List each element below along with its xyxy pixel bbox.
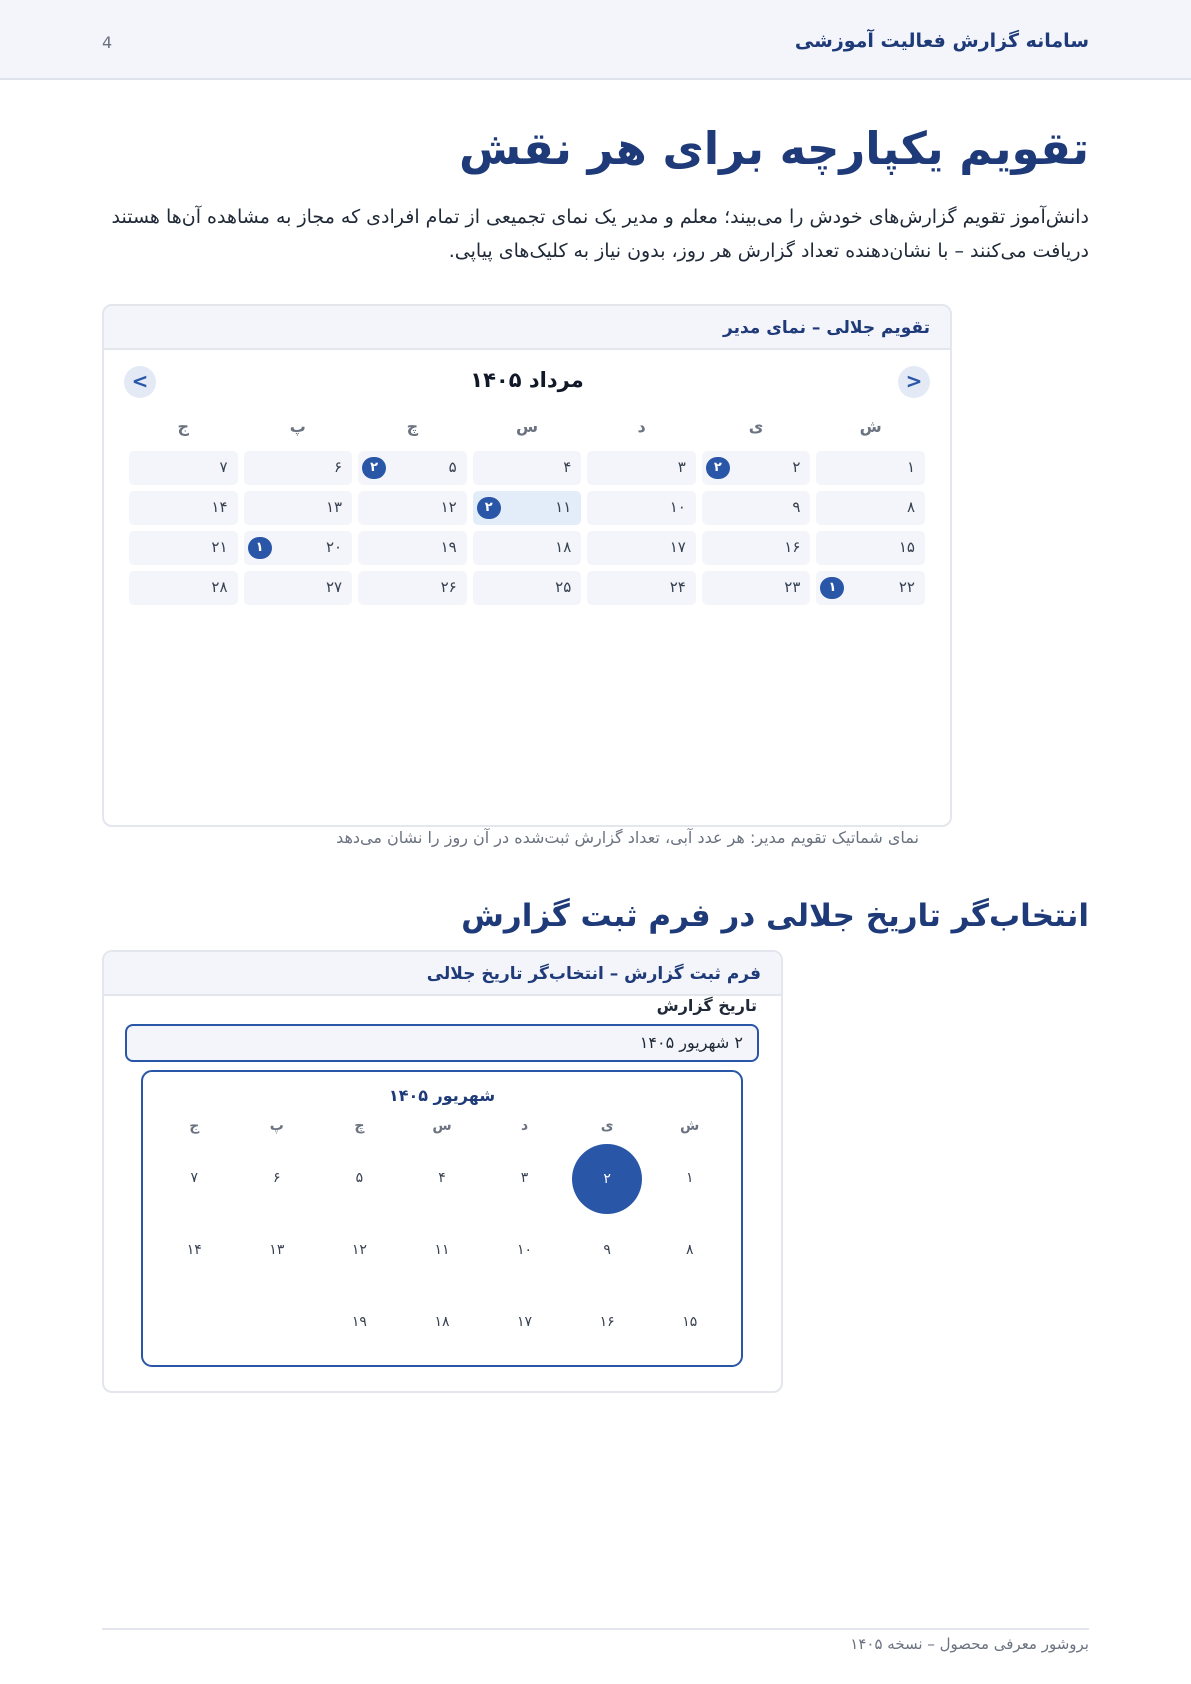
day-number: ۱۵ <box>898 538 915 556</box>
picker-day[interactable] <box>318 1214 401 1286</box>
day-number: ۳ <box>677 458 686 476</box>
calendar-day-cell[interactable] <box>587 491 696 525</box>
picker-week-row <box>153 1286 731 1358</box>
day-number: ۱۰ <box>669 498 686 516</box>
calendar-day-cell[interactable] <box>358 491 467 525</box>
prev-month-button[interactable]: > <box>898 366 930 398</box>
admin-calendar-card <box>102 304 952 827</box>
picker-day-number: ۱۵ <box>682 1314 698 1330</box>
day-number: ۵ <box>448 458 457 476</box>
picker-day-number: ۴ <box>438 1170 446 1186</box>
brand-title: سامانه گزارش فعالیت آموزشی <box>794 30 1089 52</box>
picker-day-number: ۲ <box>603 1170 611 1187</box>
picker-day-number: ۱۷ <box>517 1314 533 1330</box>
day-number: ۲۱ <box>211 538 228 556</box>
picker-day-number: ۱۳ <box>269 1242 285 1258</box>
page-title: تقویم یکپارچه برای هر نقش <box>459 122 1089 175</box>
picker-day-number: ۱۶ <box>599 1314 615 1330</box>
calendar-caption: نمای شماتیک تقویم مدیر: هر عدد آبی، تعداد گزارش ثبت‌شده در آن روز را نشان می‌دهد <box>336 828 919 847</box>
day-number: ۱ <box>906 458 915 476</box>
calendar-day-cell[interactable] <box>358 531 467 565</box>
calendar-day-cell[interactable] <box>473 491 582 525</box>
calendar-week-row <box>126 568 928 608</box>
calendar-day-cell[interactable] <box>244 451 353 485</box>
picker-day[interactable] <box>401 1286 484 1358</box>
picker-day[interactable] <box>401 1142 484 1214</box>
page-header <box>0 0 1191 80</box>
picker-day-number: ۹ <box>603 1242 611 1258</box>
day-number: ۲۵ <box>555 578 572 596</box>
picker-day-number: ۱۹ <box>351 1314 367 1330</box>
picker-weekday-label: ی <box>600 1118 614 1134</box>
calendar-card-title: تقویم جلالی – نمای مدیر <box>104 306 950 350</box>
report-form-card <box>102 950 783 1393</box>
day-number: ۲۷ <box>325 578 343 596</box>
calendar-day-cell[interactable] <box>702 571 811 605</box>
picker-day[interactable] <box>483 1286 566 1358</box>
calendar-week-row <box>126 448 928 488</box>
calendar-grid <box>104 448 950 608</box>
picker-weekday-label: ج <box>189 1118 200 1134</box>
picker-day <box>153 1286 236 1358</box>
weekday-label: ج <box>177 417 189 436</box>
picker-day[interactable] <box>153 1214 236 1286</box>
calendar-day-cell[interactable] <box>358 571 467 605</box>
day-number: ۱۱ <box>555 498 572 516</box>
picker-day <box>236 1286 319 1358</box>
picker-weekday-label: س <box>432 1118 452 1134</box>
calendar-day-cell[interactable] <box>587 451 696 485</box>
calendar-day-cell[interactable] <box>244 531 353 565</box>
calendar-nav <box>104 350 950 412</box>
picker-day-number: ۸ <box>685 1242 694 1258</box>
picker-day[interactable] <box>401 1214 484 1286</box>
day-number: ۲۲ <box>898 578 915 596</box>
picker-grid <box>153 1142 731 1358</box>
day-number: ۲۶ <box>440 578 457 596</box>
date-field-label: تاریخ گزارش <box>656 996 757 1015</box>
day-number: ۲۴ <box>669 578 686 596</box>
calendar-day-cell[interactable] <box>129 451 238 485</box>
date-input[interactable]: ۲ شهریور ۱۴۰۵ <box>125 1024 759 1062</box>
picker-day-number: ۱۴ <box>186 1242 202 1258</box>
picker-weekday-label: د <box>520 1118 529 1134</box>
weekday-label: ش <box>859 417 882 436</box>
picker-week-row <box>153 1214 731 1286</box>
calendar-day-cell[interactable] <box>358 451 467 485</box>
weekday-label: س <box>515 417 539 436</box>
picker-day[interactable] <box>153 1142 236 1214</box>
calendar-day-cell[interactable] <box>244 571 353 605</box>
picker-day-number: ۷ <box>190 1170 198 1186</box>
calendar-week-row <box>126 488 928 528</box>
day-number: ۱۹ <box>440 538 457 556</box>
picker-week-row <box>153 1142 731 1214</box>
footer-text: بروشور معرفی محصول – نسخه ۱۴۰۵ <box>850 1635 1089 1653</box>
calendar-day-cell[interactable] <box>587 571 696 605</box>
picker-day[interactable] <box>318 1142 401 1214</box>
picker-day-number: ۱۲ <box>351 1242 367 1258</box>
calendar-day-cell[interactable] <box>473 571 582 605</box>
picker-day[interactable] <box>236 1214 319 1286</box>
picker-weekday-label: چ <box>354 1118 365 1134</box>
day-number: ۹ <box>792 498 801 516</box>
day-number: ۱۳ <box>325 498 343 516</box>
day-number: ۲۸ <box>211 578 228 596</box>
picker-day[interactable] <box>318 1286 401 1358</box>
picker-day-number: ۶ <box>273 1170 281 1186</box>
calendar-month-title: مرداد ۱۴۰۵ <box>470 368 584 392</box>
weekday-label: چ <box>406 417 419 436</box>
picker-day[interactable] <box>566 1214 649 1286</box>
picker-day[interactable] <box>483 1142 566 1214</box>
picker-weekday-label: پ <box>269 1118 284 1134</box>
day-number: ۸ <box>906 498 915 516</box>
day-number: ۲۳ <box>784 578 801 596</box>
day-number: ۷ <box>219 458 228 476</box>
picker-day[interactable] <box>483 1214 566 1286</box>
calendar-day-cell[interactable] <box>129 571 238 605</box>
picker-month-title: شهریور ۱۴۰۵ <box>388 1086 496 1105</box>
picker-day[interactable] <box>648 1286 731 1358</box>
form-card-title: فرم ثبت گزارش – انتخاب‌گر تاریخ جلالی <box>104 952 781 996</box>
section-title: انتخاب‌گر تاریخ جلالی در فرم ثبت گزارش <box>461 898 1089 934</box>
picker-day[interactable] <box>566 1286 649 1358</box>
day-number: ۱۲ <box>440 498 457 516</box>
picker-weekday-label: ش <box>680 1118 700 1134</box>
calendar-day-cell[interactable] <box>473 531 582 565</box>
calendar-day-cell[interactable] <box>129 491 238 525</box>
picker-day[interactable] <box>236 1142 319 1214</box>
picker-day-number: ۳ <box>520 1170 529 1186</box>
calendar-week-row <box>126 528 928 568</box>
picker-day[interactable] <box>648 1142 731 1214</box>
picker-day-number: ۱۰ <box>517 1242 533 1258</box>
calendar-day-cell[interactable] <box>702 451 811 485</box>
report-count-badge: ۲ <box>706 457 730 479</box>
calendar-day-cell[interactable] <box>816 571 925 605</box>
calendar-day-cell[interactable] <box>244 491 353 525</box>
picker-day[interactable] <box>648 1214 731 1286</box>
calendar-day-cell[interactable] <box>816 531 925 565</box>
footer-divider <box>102 1628 1089 1630</box>
calendar-day-cell[interactable] <box>816 451 925 485</box>
picker-day-selected[interactable] <box>566 1142 649 1214</box>
day-number: ۱۷ <box>669 538 686 556</box>
day-number: ۴ <box>563 458 572 476</box>
report-count-badge: ۲ <box>477 497 501 519</box>
page-number: 4 <box>102 33 113 52</box>
calendar-day-cell[interactable] <box>702 531 811 565</box>
selected-day-circle <box>572 1144 642 1214</box>
calendar-day-cell[interactable] <box>816 491 925 525</box>
day-number: ۱۸ <box>555 538 572 556</box>
report-count-badge: ۱ <box>248 537 272 559</box>
date-picker-popup <box>141 1070 743 1367</box>
day-number: ۶ <box>334 458 343 476</box>
calendar-day-cell[interactable] <box>473 451 582 485</box>
picker-day-number: ۱۸ <box>434 1314 450 1330</box>
lead-paragraph: دانش‌آموز تقویم گزارش‌های خودش را می‌بیند؛ معلم و مدیر یک نمای تجمیعی از تمام افرادی که مجاز به مشاهده آن‌ها هستند دریافت می‌کنند – با نشان‌دهنده تعداد گزارش هر روز، بدون نیاز به کلیک‌های پیاپی. <box>111 206 1089 262</box>
weekday-header-row <box>104 412 950 448</box>
calendar-day-cell[interactable] <box>129 531 238 565</box>
picker-day-number: ۱۱ <box>434 1242 450 1258</box>
day-number: ۲ <box>792 458 801 476</box>
picker-day-number: ۵ <box>355 1170 364 1186</box>
next-month-button[interactable]: < <box>124 366 156 398</box>
picker-day-number: ۱ <box>685 1170 694 1186</box>
picker-weekday-row <box>153 1118 731 1134</box>
day-number: ۱۶ <box>784 538 801 556</box>
calendar-day-cell[interactable] <box>587 531 696 565</box>
report-count-badge: ۲ <box>362 457 386 479</box>
report-count-badge: ۱ <box>820 577 844 599</box>
calendar-day-cell[interactable] <box>702 491 811 525</box>
weekday-label: ی <box>748 417 764 436</box>
day-number: ۲۰ <box>325 538 343 556</box>
day-number: ۱۴ <box>211 498 228 516</box>
weekday-label: د <box>637 417 646 436</box>
weekday-label: پ <box>289 417 306 436</box>
